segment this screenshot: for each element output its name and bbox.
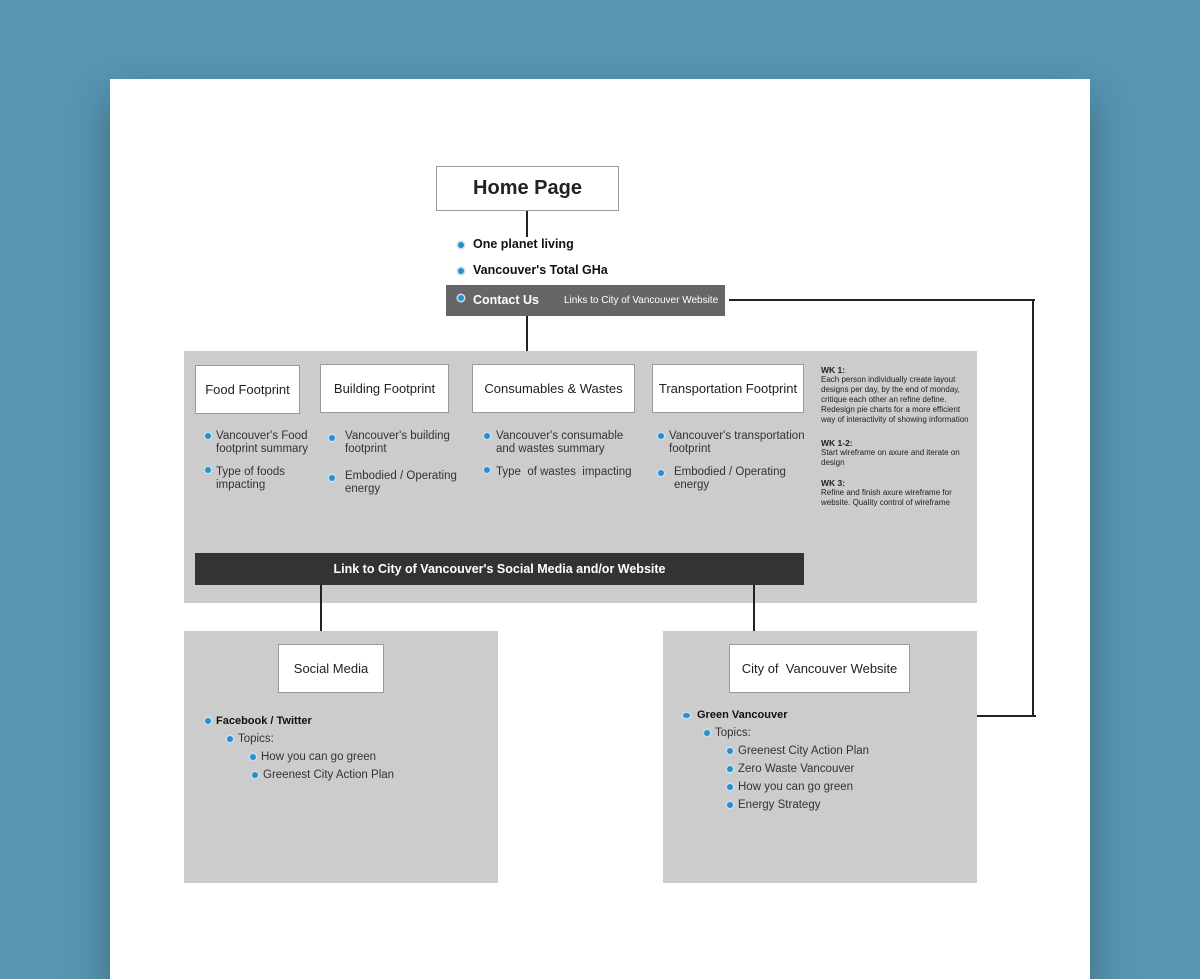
transportation-bullet-1: Vancouver's transportation footprint [669,430,805,455]
consumables-wastes-box [472,364,635,413]
bullet-icon [205,467,211,473]
social-website-link-bar[interactable] [195,553,804,585]
website-topic-1: Greenest City Action Plan [738,745,870,757]
bullet-icon [727,766,733,772]
bullet-icon [458,295,464,301]
transportation-footprint-box [652,364,804,413]
bullet-icon [704,730,710,736]
contact-us-label: Contact Us [473,293,539,307]
bullet-icon [658,433,664,439]
social-main-item: Facebook / Twitter [216,715,312,727]
social-topic-1: How you can go green [261,751,377,763]
bullet-icon [683,713,690,718]
food-bullet-2: Type of foods impacting [216,466,286,491]
contact-connector [526,316,528,352]
bullet-icon [250,754,256,760]
building-bullet-1: Vancouver's building footprint [345,430,450,455]
bullet-icon [205,433,211,439]
contact-link-line [729,299,1035,301]
building-bullet-2: Embodied / Operating energy [345,470,457,495]
notes-wk1-heading: WK 1: [821,365,846,375]
social-media-box [278,644,384,693]
city-website-box [729,644,910,693]
bullet-icon [329,435,335,441]
bullet-icon [458,242,464,248]
notes-wk1-2-heading: WK 1-2: [821,438,853,448]
building-footprint-title: Building Footprint [333,381,436,396]
transportation-bullet-2: Embodied / Operating energy [674,466,786,491]
social-topics-label: Topics: [238,733,274,745]
transportation-footprint-title: Transportation Footprint [658,381,798,396]
bullet-icon [484,433,490,439]
bullet-icon [329,475,335,481]
bullet-icon [727,748,733,754]
website-topic-3: How you can go green [738,781,854,793]
food-footprint-title: Food Footprint [205,382,290,397]
website-connector [753,585,755,631]
consumables-bullet-2: Type of wastes impacting [496,466,632,478]
website-topic-2: Zero Waste Vancouver [738,763,855,775]
city-website-title: City of Vancouver Website [741,661,898,676]
bullet-icon [205,718,211,724]
notes-wk1 [821,365,976,425]
link-bar-label: Link to City of Vancouver's Social Media and/or Website [333,562,666,576]
social-media-title: Social Media [293,661,369,676]
social-topic-2: Greenest City Action Plan [263,769,395,781]
right-connector-vertical [1032,299,1034,717]
bullet-icon [658,470,664,476]
right-connector-to-website [975,715,1036,717]
building-footprint-box [320,364,449,413]
home-connector [526,211,528,237]
notes-wk3-text: Refine and finish axure wireframe for website. Quality control of wireframe [821,488,952,507]
home-page-title: Home Page [473,177,582,199]
contact-bar[interactable] [446,285,725,316]
social-connector [320,585,322,631]
website-topics-label: Topics: [715,727,751,739]
bullet-icon [252,772,258,778]
notes-wk1-text: Each person individually create layout designs per day, by the end of monday, critique each other an refine define. Redesign pie charts for a more efficient way of interactivity of showing information [821,375,969,424]
consumables-bullet-1: Vancouver's consumable and wastes summary [496,430,624,455]
home-page-box [436,166,619,211]
website-topic-4: Energy Strategy [738,799,821,811]
contact-link-text[interactable]: Links to City of Vancouver Website [564,295,719,306]
website-main-item: Green Vancouver [697,709,788,721]
food-bullet-1: Vancouver's Food footprint summary [216,430,309,455]
bullet-icon [458,268,464,274]
bullet-icon [227,736,233,742]
notes-wk3 [821,478,971,508]
home-item-total-gha: Vancouver's Total GHa [473,263,608,277]
food-footprint-box [195,365,300,414]
bullet-icon [727,784,733,790]
notes-wk3-heading: WK 3: [821,478,846,488]
bullet-icon [727,802,733,808]
consumables-wastes-title: Consumables & Wastes [484,381,623,396]
notes-wk1-2-text: Start wireframe on axure and iterate on design [821,448,960,467]
notes-wk1-2 [821,438,971,468]
bullet-icon [484,467,490,473]
home-item-one-planet: One planet living [473,237,574,251]
